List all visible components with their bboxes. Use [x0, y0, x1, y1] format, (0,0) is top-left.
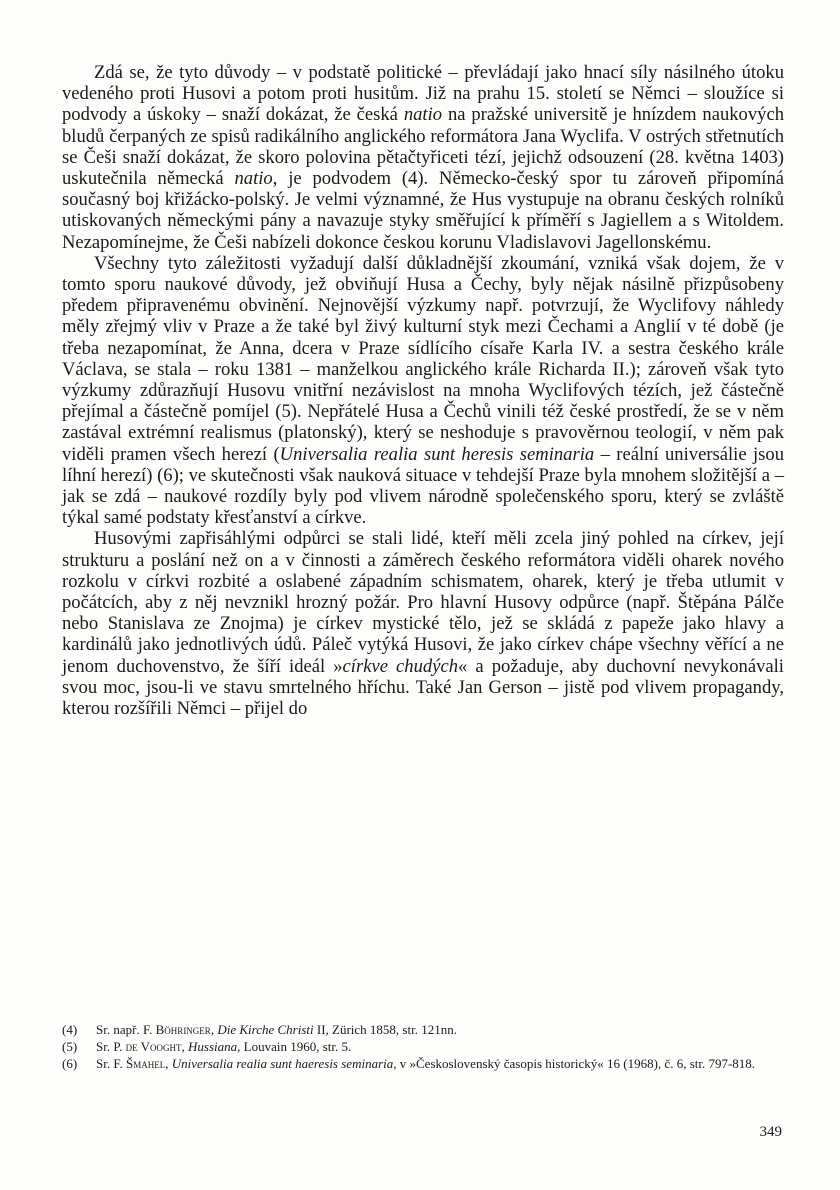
footnote-number: (6): [62, 1056, 78, 1071]
text-run: Všechny tyto záležitosti vyžadují další důkladnější zkoumání, vzniká však dojem, že v tomto sporu naukové důvody, jež obviňují Husa a Čechy, byly nějak násilně přizpůsobeny předem připravenému obvinění. Nejnovější výzkumy např. potvrzují, že Wyclifovy náhledy měly zřejmý vliv v Praze a že také byl živý kulturní styk mezi Čechami a Anglií v té době (je třeba nezapomínat, že Anna, dcera v Praze sídlícího císaře Karla IV. a sestra českého krále Václava, se stala – roku 1381 – manželkou anglického krále Richarda II.); zároveň však tyto výzkumy zdůrazňují Husovu vnitřní nezávislost na mnoha Wyclifových tézích, jež částečně přejímal a částečně pomíjel (5). Nepřátelé Husa a Čechů vinili též české prostředí, že se v něm zastával extrémní realismus (platonský), který se neshoduje s pravověrnou teologií, v něm pak viděli pramen všech herezí (: [62, 252, 784, 465]
footnotes: [62, 1021, 784, 1072]
text-run: Zdá se, že tyto důvody – v podstatě politické – převládají jako hnací síly násilného útoku vedeného proti Husovi a potom proti husitům. Již na prahu 15. století se Němci – sloužíce si podvody a úskoky – snaží dokázat, že česká: [62, 62, 784, 126]
text-run: – reální universálie jsou líhní herezí) (6); ve skutečnosti však nauková situace v tehdejší Praze byla mnohem složitější a – jak se zdá – naukové rozdíly byly pod vlivem národně společenského sporu, který se zvláště týkal samé podstaty křesťanství a církve.: [62, 443, 784, 529]
author: Böhringer: [155, 1022, 211, 1037]
text-run: , je podvodem (4). Německo-český spor tu zároveň připomíná současný boj křižácko-polský. Je velmi významné, že Hus vystupuje na obranu českých rolníků utiskovaných německými pány a navazuje styky směřující k příměří s Jagiellem a s Witoldem. Nezapomínejme, že Češi nabízeli dokonce českou korunu Vladislavovi Jagellonskému.: [62, 168, 784, 253]
work-title: Hussiana: [188, 1039, 238, 1054]
footnote-number: (5): [62, 1039, 78, 1054]
text-run: II, Zürich 1858, str. 121nn.: [313, 1022, 457, 1037]
footnote-text: [96, 1055, 784, 1072]
author: de Vooght: [125, 1039, 182, 1054]
text-run: Sr. P.: [96, 1039, 126, 1054]
work-title: Die Kirche Christi: [217, 1022, 314, 1037]
text-run: , v »Československý časopis historický« 16 (1968), č. 6, str. 797-818.: [393, 1056, 756, 1071]
footnote-text: [96, 1038, 784, 1055]
author: Šmahel: [126, 1056, 166, 1071]
footnote: [62, 1038, 784, 1055]
text-run: Sr. F.: [96, 1056, 127, 1071]
text-run: ,: [181, 1039, 189, 1054]
footnote: [62, 1055, 784, 1072]
text-run: « a požaduje, aby duchovní nevykonávali svou moc, jsou-li ve stavu smrtelného hříchu. Také Jan Gerson – jistě pod vlivem propagandy, kterou rozšířili Němci – přijel do: [62, 655, 784, 720]
text-run: na pražské universitě je hnízdem naukových bludů čerpaných ze spisů radikálního anglického reformátora Jana Wyclifa. V ostrých střetnutích se Češi snaží dokázat, že skoro polovina pětačtyřiceti tézí, jejichž odsouzení (28. května 1403) uskutečnila německá: [62, 104, 784, 190]
italic-term: Universalia realia sunt heresis seminaria: [279, 443, 595, 465]
paragraph: [62, 253, 784, 529]
italic-term: církve chudých: [342, 655, 458, 677]
footnote-number: (4): [62, 1022, 78, 1037]
text-run: , Louvain 1960, str. 5.: [237, 1039, 352, 1054]
text-run: Sr. např. F.: [96, 1022, 156, 1037]
text-run: Husovými zapřisáhlými odpůrci se stali lidé, kteří měli zcela jiný pohled na církev, její strukturu a poslání než on a v činnosti a záměrech českého reformátora viděli oharek nového rozkolu v církvi rozbité a oslabené západním schismatem, oharek, který je třeba utlumit v počátcích, aby z něj nevznikl hrozný požár. Pro hlavní Husovy odpůrce (např. Štěpána Pálče nebo Stanislava ze Znojma) je církev mystické tělo, jež se skládá z papeže jako hlavy a kardinálů jako jednotlivých údů. Páleč vytýká Husovi, že jako církev chápe všechny věřící a ne jenom duchovenstvo, že šíří ideál »: [62, 528, 784, 677]
text-run: ,: [165, 1056, 172, 1071]
italic-term: natio: [234, 168, 273, 190]
paragraph: [62, 528, 784, 719]
footnote-text: [96, 1021, 784, 1038]
italic-term: natio: [403, 104, 443, 126]
page-number: 349: [759, 1124, 782, 1140]
text-run: ,: [210, 1022, 218, 1037]
main-text: [62, 62, 784, 719]
work-title: Universalia realia sunt haeresis seminaria: [171, 1056, 394, 1071]
paragraph: [62, 62, 784, 253]
footnote: [62, 1021, 784, 1038]
